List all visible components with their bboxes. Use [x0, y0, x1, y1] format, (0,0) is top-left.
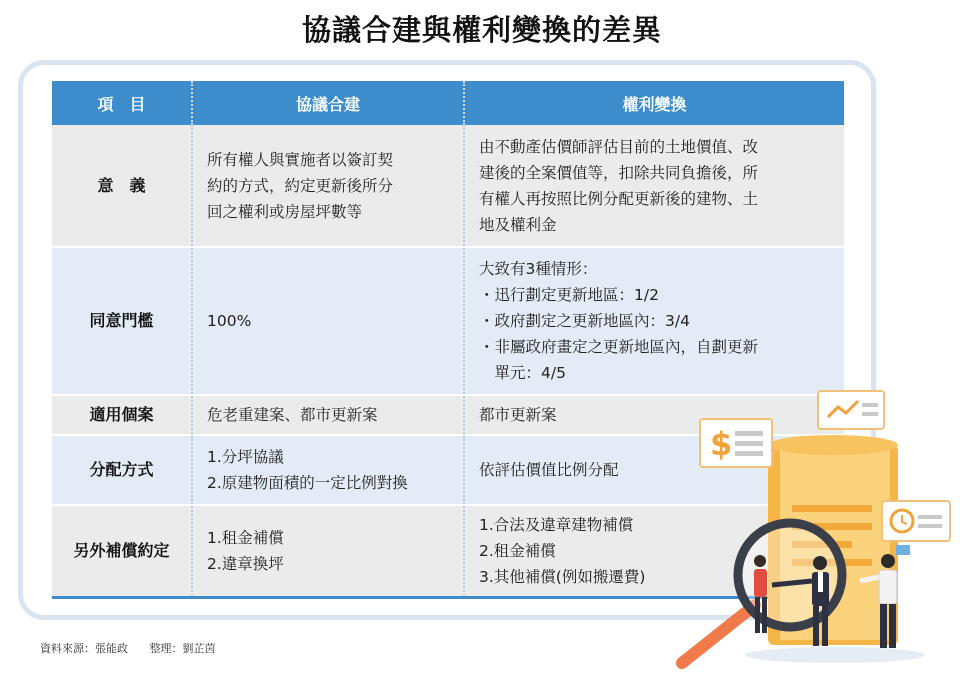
cell-joint-construction: 所有權人與實施者以簽訂契 約的方式，約定更新後所分 回之權利或房屋坪數等	[192, 125, 464, 247]
row-key: 另外補償約定	[52, 505, 192, 598]
source-editor: 整理：劉芷茵	[149, 642, 216, 655]
cell-rights-transformation: 依評估價值比例分配	[464, 435, 844, 505]
dollar-card-icon	[700, 419, 772, 467]
table-row-meaning	[52, 125, 844, 247]
clock-card-icon	[882, 501, 950, 541]
row-key: 同意門檻	[52, 247, 192, 395]
source-credit	[40, 640, 234, 656]
source-data: 資料來源：張能政	[40, 642, 128, 655]
row-key: 分配方式	[52, 435, 192, 505]
page-title: 協議合建與權利變換的差異	[301, 13, 662, 47]
header-item: 項 目	[52, 81, 192, 125]
dollar-symbol: $	[710, 425, 733, 463]
cell-rights-transformation: 由不動產估價師評估目前的土地價值、改 建後的全案價值等，扣除共同負擔後，所 有權人再按照比例分配更新後的建物、土 地及權利金	[464, 125, 844, 247]
header-joint-construction: 協議合建	[192, 81, 464, 125]
row-key: 適用個案	[52, 395, 192, 435]
cell-joint-construction: 危老重建案、都市更新案	[192, 395, 464, 435]
cell-rights-transformation: 大致有3種情形： ・迅行劃定更新地區：1/2 ・政府劃定之更新地區內：3/4 ・非屬政府畫定之更新地區內，自劃更新 單元：4/5	[464, 247, 844, 395]
cell-rights-transformation: 1.合法及違章建物補償 2.租金補償 3.其他補償(例如搬遷費)	[464, 505, 844, 598]
table-header-row	[52, 81, 844, 125]
table-row-consent-threshold	[52, 247, 844, 395]
cell-joint-construction: 100%	[192, 247, 464, 395]
cell-joint-construction: 1.租金補償 2.違章換坪	[192, 505, 464, 598]
cell-rights-transformation: 都市更新案	[464, 395, 844, 435]
row-key: 意 義	[52, 125, 192, 247]
cell-joint-construction: 1.分坪協議 2.原建物面積的一定比例對換	[192, 435, 464, 505]
illustration	[660, 385, 960, 679]
header-rights-transformation: 權利變換	[464, 81, 844, 125]
trend-arrow-card-icon	[818, 391, 884, 429]
